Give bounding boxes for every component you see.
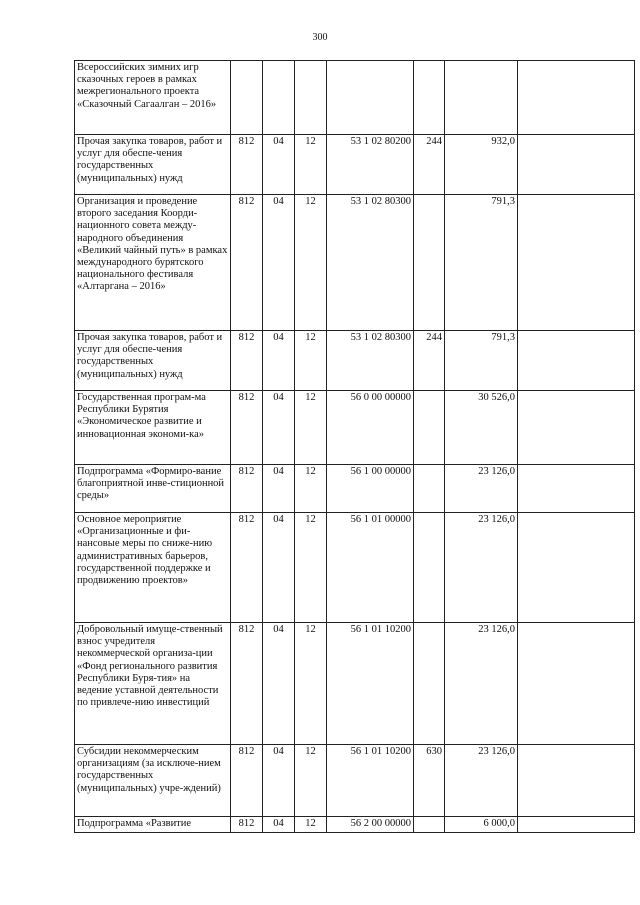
empty-cell	[518, 513, 635, 623]
row-name-cell: Прочая закупка товаров, работ и услуг для обеспе-чения государственных (муниципальных) нужд	[75, 331, 231, 391]
empty-cell	[518, 817, 635, 833]
expense-type-cell: 630	[414, 745, 445, 817]
table-body	[75, 61, 635, 833]
table-row	[75, 61, 635, 135]
row-name-cell: Всероссийских зимних игр сказочных героев в рамках межрегионального проекта «Сказочный Сагаалган – 2016»	[75, 61, 231, 135]
article-code-cell: 53 1 02 80200	[327, 135, 414, 195]
expense-type-cell	[414, 817, 445, 833]
article-code-cell: 56 2 00 00000	[327, 817, 414, 833]
ministry-code-cell: 812	[231, 465, 263, 513]
subsection-code-cell: 12	[295, 465, 327, 513]
table-row	[75, 817, 635, 833]
table-row	[75, 465, 635, 513]
amount-cell: 23 126,0	[445, 623, 518, 745]
row-name-cell: Добровольный имуще-ственный взнос учредителя некоммерческой организа-ции «Фонд регионального развития Республики Буря-тия» на ведение уставной деятельности по привлече-нию инвестиций	[75, 623, 231, 745]
ministry-code-cell: 812	[231, 135, 263, 195]
amount-cell	[445, 61, 518, 135]
subsection-code-cell: 12	[295, 817, 327, 833]
amount-cell: 23 126,0	[445, 465, 518, 513]
empty-cell	[518, 135, 635, 195]
empty-cell	[518, 195, 635, 331]
ministry-code-cell: 812	[231, 623, 263, 745]
article-code-cell: 56 1 01 10200	[327, 745, 414, 817]
row-name-cell: Подпрограмма «Развитие	[75, 817, 231, 833]
subsection-code-cell: 12	[295, 745, 327, 817]
ministry-code-cell	[231, 61, 263, 135]
amount-cell: 30 526,0	[445, 391, 518, 465]
amount-cell: 6 000,0	[445, 817, 518, 833]
article-code-cell: 56 1 01 10200	[327, 623, 414, 745]
table-row	[75, 135, 635, 195]
subsection-code-cell: 12	[295, 513, 327, 623]
table-row	[75, 331, 635, 391]
row-name-cell: Подпрограмма «Формиро-вание благоприятной инве-стиционной среды»	[75, 465, 231, 513]
section-code-cell: 04	[263, 745, 295, 817]
section-code-cell: 04	[263, 331, 295, 391]
table-row	[75, 513, 635, 623]
row-name-cell: Субсидии некоммерческим организациям (за исключе-нием государственных (муниципальных) учре-ждений)	[75, 745, 231, 817]
section-code-cell: 04	[263, 391, 295, 465]
expense-type-cell	[414, 195, 445, 331]
expense-type-cell	[414, 391, 445, 465]
row-name-cell: Основное мероприятие «Организационные и фи-нансовые меры по сниже-нию административных барьеров, государственной поддержке и продвижению проектов»	[75, 513, 231, 623]
section-code-cell: 04	[263, 465, 295, 513]
subsection-code-cell	[295, 61, 327, 135]
empty-cell	[518, 465, 635, 513]
empty-cell	[518, 61, 635, 135]
subsection-code-cell: 12	[295, 391, 327, 465]
empty-cell	[518, 331, 635, 391]
article-code-cell: 53 1 02 80300	[327, 331, 414, 391]
ministry-code-cell: 812	[231, 745, 263, 817]
article-code-cell: 56 0 00 00000	[327, 391, 414, 465]
table-row	[75, 745, 635, 817]
subsection-code-cell: 12	[295, 195, 327, 331]
ministry-code-cell: 812	[231, 513, 263, 623]
table-row	[75, 623, 635, 745]
article-code-cell	[327, 61, 414, 135]
amount-cell: 23 126,0	[445, 513, 518, 623]
subsection-code-cell: 12	[295, 623, 327, 745]
amount-cell: 791,3	[445, 195, 518, 331]
subsection-code-cell: 12	[295, 135, 327, 195]
expense-type-cell	[414, 465, 445, 513]
budget-table	[74, 60, 635, 833]
section-code-cell: 04	[263, 623, 295, 745]
section-code-cell: 04	[263, 513, 295, 623]
page-number: 300	[312, 32, 328, 43]
expense-type-cell	[414, 513, 445, 623]
article-code-cell: 56 1 01 00000	[327, 513, 414, 623]
row-name-cell: Государственная програм-ма Республики Бурятия «Экономическое развитие и инновационная экономи-ка»	[75, 391, 231, 465]
expense-type-cell: 244	[414, 331, 445, 391]
subsection-code-cell: 12	[295, 331, 327, 391]
expense-type-cell	[414, 61, 445, 135]
table-row	[75, 391, 635, 465]
empty-cell	[518, 623, 635, 745]
ministry-code-cell: 812	[231, 817, 263, 833]
amount-cell: 932,0	[445, 135, 518, 195]
empty-cell	[518, 391, 635, 465]
section-code-cell	[263, 61, 295, 135]
ministry-code-cell: 812	[231, 391, 263, 465]
expense-type-cell: 244	[414, 135, 445, 195]
row-name-cell: Организация и проведение второго заседания Коорди-национного совета между-народного объединения «Великий чайный путь» в рамках международного бурятского национального фестиваля «Алтаргана – 2016»	[75, 195, 231, 331]
expense-type-cell	[414, 623, 445, 745]
ministry-code-cell: 812	[231, 331, 263, 391]
amount-cell: 23 126,0	[445, 745, 518, 817]
section-code-cell: 04	[263, 195, 295, 331]
empty-cell	[518, 745, 635, 817]
ministry-code-cell: 812	[231, 195, 263, 331]
article-code-cell: 56 1 00 00000	[327, 465, 414, 513]
article-code-cell: 53 1 02 80300	[327, 195, 414, 331]
section-code-cell: 04	[263, 135, 295, 195]
section-code-cell: 04	[263, 817, 295, 833]
row-name-cell: Прочая закупка товаров, работ и услуг для обеспе-чения государственных (муниципальных) нужд	[75, 135, 231, 195]
amount-cell: 791,3	[445, 331, 518, 391]
table-row	[75, 195, 635, 331]
